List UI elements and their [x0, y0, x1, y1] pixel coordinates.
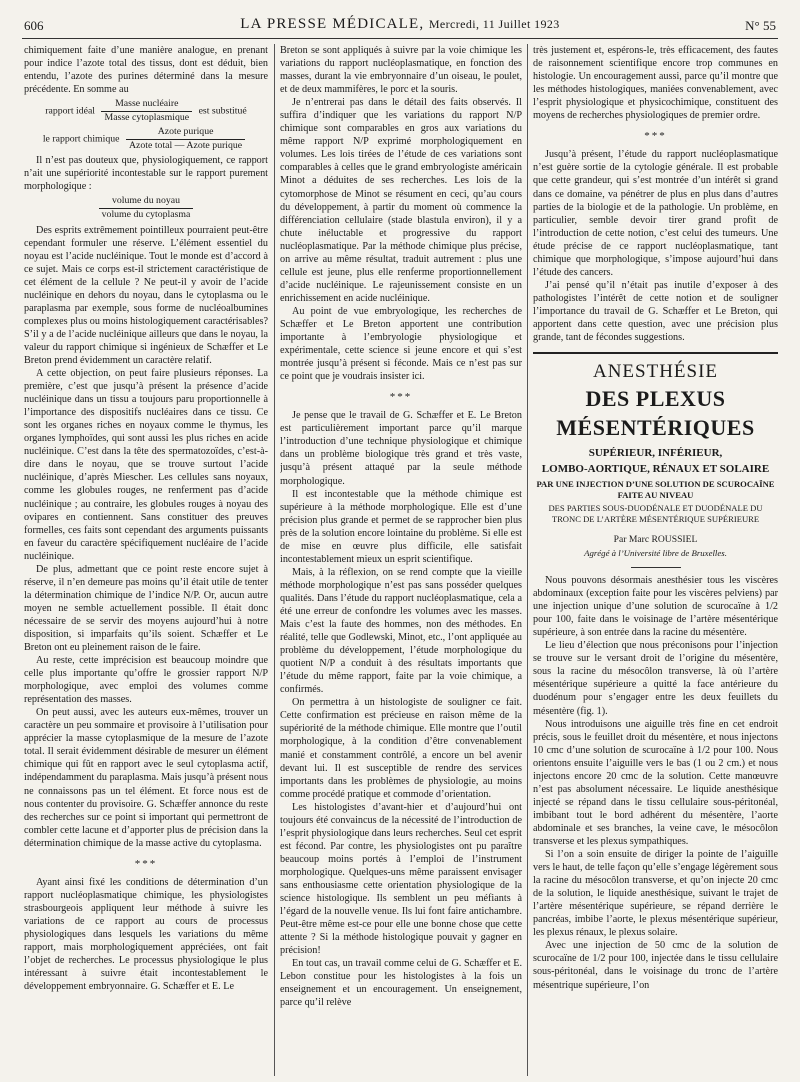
title-rule	[631, 567, 681, 568]
fraction-denominator: volume du cytoplasma	[101, 208, 191, 220]
section-asterism: ***	[134, 857, 158, 870]
article-subtitle: DES PARTIES SOUS-DUODÉNALE ET DUODÉNALE DU TRONC DE L’ARTÈRE MÉSENTÉRIQUE SUPÉRIEURE	[548, 503, 763, 525]
fraction-denominator: Azote total — Azote purique	[128, 139, 243, 151]
article-separator	[533, 352, 778, 354]
fraction	[126, 126, 245, 152]
article-author: Par Marc ROUSSIEL	[613, 533, 698, 545]
section-asterism: ***	[644, 130, 667, 143]
paragraph: Nous introduisons une aiguille très fine en cet endroit précis, sous le feuillet droit du mésentère, et nous injectons 10 cmc d’une solution de scurocaïne à 1/2 pour 100. Nous orientons ensuite l’aiguille vers le bas (1 ou 2 cm.) et nous injectons encore 20 cmc de la solution. Cette manœuvre n’est pas absolument nécessaire. Le liquide anesthésique injecté se répand dans le tissu cellulaire sous-péritonéal, imbibant tout le bord adhérent du mésentère, l’aorte abdominale et ses branches, la veine cave, le mésocôlon transverse et les plexus sympathiques.	[533, 718, 778, 847]
issue-number: N° 55	[745, 18, 776, 33]
paragraph: Avec une injection de 50 cmc de la solution de scurocaïne de 1/2 pour 100, injectée dans le tissu cellulaire sous-péritonéal, dans le voisinage du tronc de l’artère mésentrique supérieure, l’on	[533, 940, 778, 991]
paragraph: Si l’on a soin ensuite de diriger la pointe de l’aiguille vers le haut, de telle façon qu’elle s’engage légèrement sous la racine du mésocôlon transverse, et qu’on injecte 20 cmc de la solution, le liquide anesthésique, suivant le trajet de l’artère mésentérique supérieure, se répand derrière le pancréas, imbibe l’aorte, le plexus mésentérique supérieur, les plexus rénaux, le plexus solaire.	[533, 849, 778, 939]
journal-title: LA PRESSE MÉDICALE,	[240, 16, 425, 32]
article-title: ANESTHÉSIE	[592, 361, 719, 383]
paragraph: Le lieu d’élection que nous préconisons pour l’injection se trouve sur le versant droit de l’origine du mésentère, sous la racine du mésocôlon transverse, là où l’artère mésentérique supérieure a quitté la face antérieure du duodénum pour s’engager entre les deux feuillets du mésentère (fig. 1).	[533, 640, 778, 717]
paragraph: Nous pouvons désormais anesthésier tous les viscères abdominaux (exception faite pour les viscères pelviens) par une injection unique d’une solution de scurocaïne à 1/2 pour 100, faite dans le voisinage de l’artère mésentérique supérieure, à son entrée dans la racine du mésentère.	[533, 575, 778, 639]
paragraph: Jusqu’à présent, l’étude du rapport nucléoplasmatique n’est guère sortie de la cytologie générale. Il est probable que cette grandeur, qui s’est montrée d’un intérêt si grand dans ce domaine, va pénétrer de plus en plus dans d’autres parties de la biologie et de la pathologie. Un problème, en particulier, semble devoir tirer grand profit de l’introduction de cette notion, c’est celui des tumeurs. Une étude précise de ce rapport nucléoplasmatique, tant chimique que morphologique, s’impose aujourd’hui dans l’étude des cancers.	[533, 149, 778, 278]
fraction-numerator: Masse nucléaire	[101, 98, 192, 112]
formula-text: le rapport chimique	[42, 133, 120, 145]
paragraph: Des esprits extrêmement pointilleux pourraient peut-être cependant formuler une réserve. L’élément essentiel du noyau est l’acide nucléinique. Tout le monde est d’accord à ce sujet. Mais ce corps est-il strictement caractéristique de cet élément de la cellule ? Ne peut-il y avoir de l’acide nucléinique en dehors du noyau, dans le cytoplasma ou le paraplasma par exemple, sous forme de nucléoalbumines complexes plus ou moins histologiquement caractérisables? S’il y a de l’acide nucléinique ailleurs que dans le noyau, la valeur du rapport chimique si ingénieux de Schæffer et Le Breton prend évidemment un caractère relatif.	[24, 224, 268, 366]
paragraph: Il est incontestable que la méthode chimique est supérieure à la méthode morphologique. Elle est d’une précision plus grande et permet de se rapprocher bien plus près de la solution encore lointaine du problème. Si elle est de mise en œuvre plus difficile, elle satisfait incontestablement mieux un esprit scientifique.	[280, 488, 522, 565]
paragraph: Je n’entrerai pas dans le détail des faits observés. Il suffira d’indiquer que les variations du rapport N/P chimique sont comparables en gros aux variations du même rapport N/P exprimé morphologiquement en volumes. Les lois tirées de l’étude de ces variations sont comparables à celles que le grand embryologiste américain Minot a déduites de ses recherches. Les lois de la cytomorphose de Minot se résument en ceci, qu’au cours du développement, à partir du moment où commence la différenciation cellulaire (stade blastula environ), il y a chute inéluctable et progressive du rapport nucléoplasmatique. Par la méthode chimique plus précise, on arrive au même résultat, traduit autrement : plus une cellule est jeune, plus elle renferme proportionnellement d’acide nucléinique. Le rajeunissement consiste en un enrichissement en acide nucléinique.	[280, 97, 522, 304]
paragraph: J’ai pensé qu’il n’était pas inutile d’exposer à des pathologistes l’intérêt de cette notion et de souligner l’importance du travail de G. Schæffer et Le Breton, qui apportent dans cette question, avec une précision plus grande, tant de fécondes suggestions.	[533, 279, 778, 344]
fraction-numerator: volume du noyau	[99, 195, 194, 209]
article-subtitle: SUPÉRIEUR, INFÉRIEUR,	[588, 446, 723, 459]
formula-ideal-ratio	[24, 98, 268, 124]
section-asterism: ***	[389, 391, 413, 404]
column-divider	[527, 44, 528, 1076]
paragraph: chimiquement faite d’une manière analogue, en prenant pour indice l’azote total des tissus, dont est déduit, bien entendu, l’azote des purines déterminé dans la mesure précédente. En somme au	[24, 45, 268, 96]
paragraph: On peut aussi, avec les auteurs eux-mêmes, trouver un caractère un peu sommaire et provisoire à l’utilisation pour apprécier la masse cytoplasmique de la mesure de l’azote total. Il serait évidemment désirable de mesurer un élément chimique qui fût en rapport avec le seul cytoplasma actif, indépendamment du paraplasma. Mais jusqu’à présent nous ne connaissons pas un tel élément. Et force nous est de nous contenter du provisoire. G. Schæffer annonce du reste des recherches sur ce point si important qui permettront de combler cette lacune et d’apporter plus de précision dans la détermination chimique de la masse active du cytoplasma.	[24, 707, 268, 849]
issue-date: Mercredi, 11 Juillet 1923	[428, 17, 560, 31]
article-subtitle: LOMBO-AORTIQUE, RÉNAUX ET SOLAIRE	[541, 462, 770, 475]
fraction-numerator: Azote purique	[126, 126, 245, 140]
paragraph: Je pense que le travail de G. Schæffer et E. Le Breton est particulièrement important parce qu’il marque l’introduction d’une technique physiologique et chimique dans un problème biologique très grand et très vaste, jusqu’à présent attaqué par la seule méthode morphologique.	[280, 410, 522, 487]
paragraph: De plus, admettant que ce point reste encore sujet à réserve, il n’en demeure pas moins qu’il était utile de tenter la détermination chimique de l’indice N/P. Or, aucun autre moyen ne semble actuellement possible. Il était donc nécessaire de se servir des moyens aujourd’hui à notre disposition, si imparfaits qu’ils soient. Schæffer et Le Breton ont eu pleinement raison de le faire.	[24, 563, 268, 654]
formula-morphological-ratio	[24, 195, 268, 221]
page-header	[22, 14, 778, 39]
paragraph: Breton se sont appliqués à suivre par la voie chimique les variations du rapport nucléoplasmatique, en fonction des masses, durant la vie embryonnaire d’un oiseau, le poulet, et de deux mammifères, le porc et la souris.	[280, 45, 522, 96]
paragraph: Au point de vue embryologique, les recherches de Schæffer et Le Breton apportent une contribution importante à l’embryologie physiologique et expérimentale, cette science si jeune encore et qui s’est montrée jusqu’à présent si féconde. Mais ce n’est pas sur ce point que je voudrais insister ici.	[280, 305, 522, 383]
paragraph: A cette objection, on peut faire plusieurs réponses. La première, c’est que jusqu’à présent la présence d’acide nucléinique dans un tissu a toujours paru proportionnelle à l’importance des dispositifs nucléaires dans ce tissu. Ce sont les organes riches en noyaux comme le thymus, les organes lymphoïdes, qui sont aussi les plus riches en acide nucléinique. C’est dans la tête des spermatozoïdes, c’est-à-dire dans le noyau, que se trouve surtout l’acide nucléinique, d’après Miescher. Les cellules sans noyaux, comme les globules rouges, ne renferment pas d’acide nucléinique ; au contraire, les globules rouges à noyau des ovipares en contiennent. Sans constituer des preuves formelles, ces faits sont cependant des arguments puissants en faveur du caractère spécifiquement nucléaire de l’acide nucléinique.	[24, 368, 268, 562]
paragraph: Les histologistes d’avant-hier et d’aujourd’hui ont toujours été convaincus de la nécessité de l’introduction de l’esprit physiologique dans leurs recherches. Seul cet esprit est fécond. Par contre, les physiologistes ont pu paraître beaucoup moins portés à l’emploi de l’instrument morphologique. Quelques-uns même paraissent envisager sans enthousiasme cette orientation physiologique de la science histologique. Ils semblent un peu méfiants à l’égard de la nouvelle venue. Ils lui font faire antichambre. Peut-être même est-ce pour elle une bonne chose que cette attente ? Si la méthode histologique pouvait y gagner en précision!	[280, 801, 522, 957]
article-subtitle: PAR UNE INJECTION D’UNE SOLUTION DE SCUROCAÏNE FAITE AU NIVEAU	[536, 478, 775, 501]
paragraph: Ayant ainsi fixé les conditions de détermination d’un rapport nucléoplasmatique chimique, les physiologistes strasbourgeois appliquent leur méthode à suivre les variations de ce rapport au cours de processus physiologiques dans lesquels les variations du même rapport, mais morphologiquement appréciées, ont fait l’objet de recherches. Le processus physiologique le plus intéressant à suivre était incontestablement le développement embryonnaire. G. Schæffer et E. Le	[24, 876, 268, 993]
author-affiliation: Agrégé à l’Université libre de Bruxelles.	[584, 547, 727, 558]
paragraph: très justement et, espérons-le, très efficacement, des fautes de raisonnement scientifique encore trop communes en histologie. Un encouragement aussi, parce qu’il montre que les méthodes histologiques, maniées convenablement, avec l’esprit physiologique et physicochimique, constituent des moyens de recherches physiologiques de premier ordre.	[533, 45, 778, 122]
paragraph: Il n’est pas douteux que, physiologiquement, ce rapport n’ait une supériorité incontestable sur le rapport purement morphologique :	[24, 155, 268, 193]
journal-masthead	[22, 16, 778, 33]
page-number: 606	[24, 18, 44, 33]
formula-chemical-ratio	[24, 126, 268, 152]
paragraph: Mais, à la réflexion, on se rend compte que la vieille méthode morphologique n’est pas sans posséder quelques qualités. Dans l’étude du rapport nucléoplasmatique, cela a été une erreur de confondre les volumes avec les masses. Mais c’est la faute des hommes, non des méthodes. En réalité, telle que Godlewski, Minot, etc., l’ont appliquée au problème du développement, l’étude morphologique du quotient N/P a conduit à des résultats importants que l’étude du même rapport, faite par la voie chimique, a confirmés.	[280, 566, 522, 696]
column-2	[280, 44, 522, 1078]
formula-text: est substitué	[198, 105, 247, 117]
fraction	[101, 98, 192, 124]
column-3	[533, 44, 778, 1078]
fraction	[99, 195, 194, 221]
fraction-denominator: Masse cytoplasmique	[104, 111, 190, 123]
article-title-main: DES PLEXUS MÉSENTÉRIQUES	[556, 386, 755, 440]
formula-text: rapport idéal	[45, 105, 96, 117]
paragraph: Au reste, cette imprécision est beaucoup moindre que celle plus importante qu’offre le grossier rapport N/P morphologique, avec emploi des volumes comme représentation des masses.	[24, 655, 268, 706]
column-divider	[274, 44, 275, 1076]
paragraph: En tout cas, un travail comme celui de G. Schæffer et E. Lebon constitue pour les histologistes à la fois un enseignement et un encouragement. Un enseignement, parce qu’il relève	[280, 958, 522, 1009]
paragraph: On permettra à un histologiste de souligner ce fait. Cette confirmation est précieuse en raison même de la supériorité de la méthode chimique. Elle montre que l’outil morphologique, à la condition d’être convenablement manié et constamment contrôlé, a encore un bel avenir devant lui. Il est susceptible de rendre des services importants dans les problèmes de physiologie, au moins comme procédé pratique et commode d’orientation.	[280, 697, 522, 800]
column-1	[24, 44, 268, 1078]
